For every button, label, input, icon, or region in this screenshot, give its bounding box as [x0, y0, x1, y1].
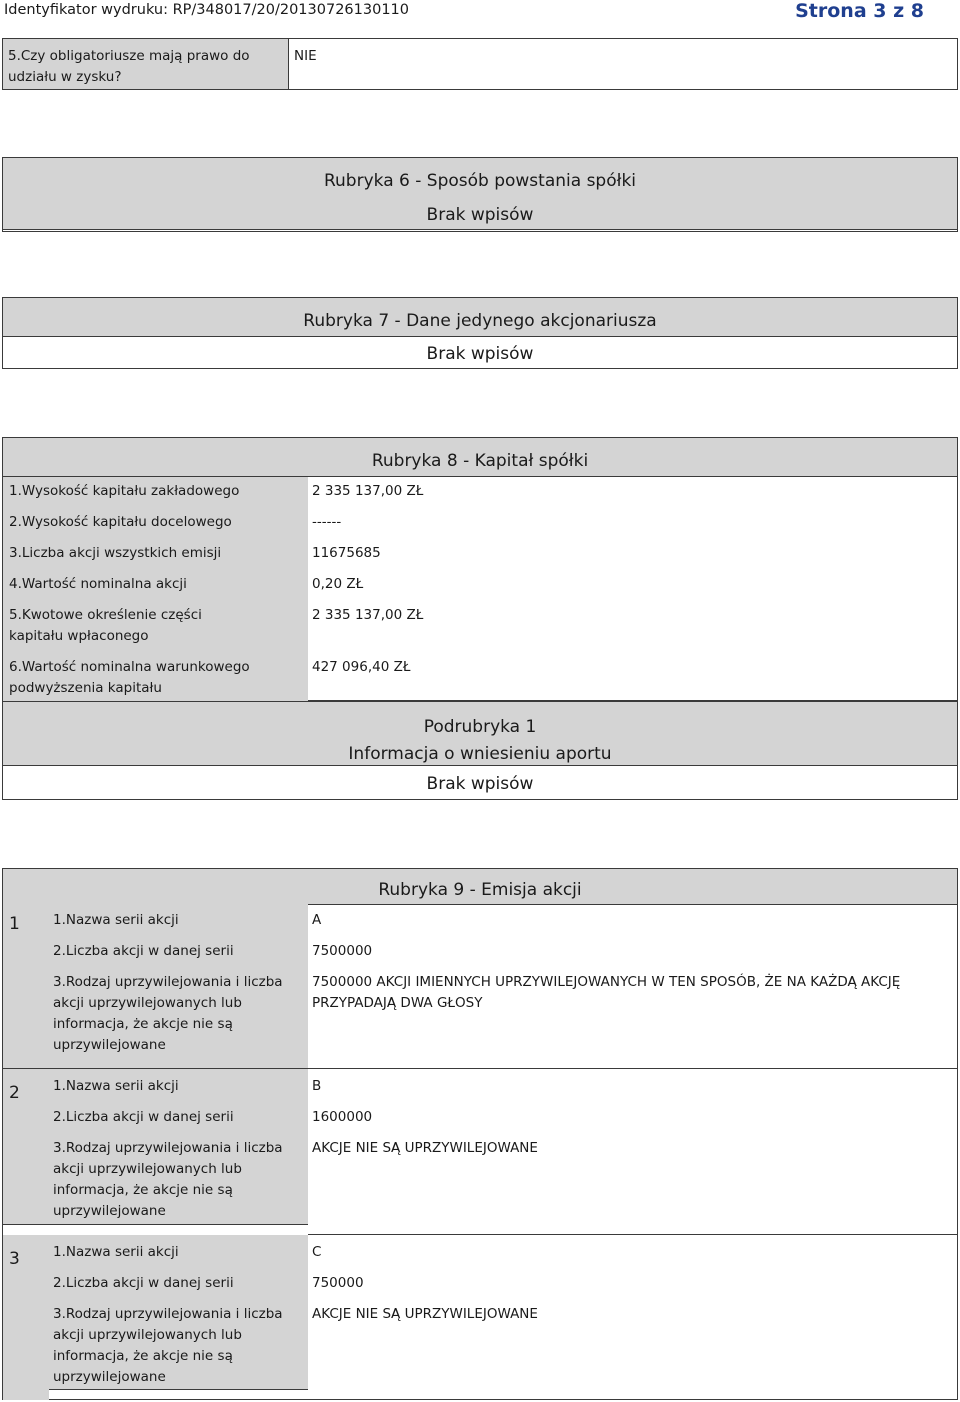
- section-7-title: Rubryka 7 - Dane jedynego akcjonariusza: [2, 297, 958, 337]
- capital-row-1-label: 1.Wysokość kapitału zakładowego: [9, 483, 240, 499]
- section-8-title: Rubryka 8 - Kapitał spółki: [2, 437, 958, 477]
- series-2-privilege: AKCJE NIE SĄ UPRZYWILEJOWANE: [312, 1140, 538, 1156]
- capital-row-4-value: 0,20 ZŁ: [312, 576, 364, 592]
- series-2-privilege-label: 3.Rodzaj uprzywilejowania i liczba akcji uprzywilejowanych lub informacja, że akcje nie są uprzywilejowane: [53, 1140, 283, 1219]
- series-3-name-label: 1.Nazwa serii akcji: [53, 1244, 179, 1260]
- series-2-name: B: [312, 1078, 322, 1094]
- series-2-number: 2: [9, 1083, 20, 1103]
- page-number: Strona 3 z 8: [795, 0, 924, 22]
- section-9-title: Rubryka 9 - Emisja akcji: [2, 868, 958, 905]
- series-1-count: 7500000: [312, 943, 373, 959]
- series-1-number-cell: [3, 904, 49, 1069]
- series-2-count-label: 2.Liczba akcji w danej serii: [53, 1109, 234, 1125]
- subsection-1-empty: Brak wpisów: [2, 765, 958, 800]
- series-2-divider: [308, 1234, 958, 1235]
- capital-row-6-value: 427 096,40 ZŁ: [312, 659, 411, 675]
- series-1-count-label: 2.Liczba akcji w danej serii: [53, 943, 234, 959]
- series-3-name: C: [312, 1244, 322, 1260]
- series-1-privilege: 7500000 AKCJI IMIENNYCH UPRZYWILEJOWANYCH W TEN SPOSÓB, ŻE NA KAŻDĄ AKCJĘ PRZYPADAJĄ DWA GŁOSY: [312, 974, 901, 1011]
- capital-row-3-value: 11675685: [312, 545, 381, 561]
- capital-row-2-value: ------: [312, 514, 342, 530]
- section-7-empty: Brak wpisów: [2, 336, 958, 369]
- capital-row-4-label: 4.Wartość nominalna akcji: [9, 576, 187, 592]
- capital-row-5-label: 5.Kwotowe określenie części kapitału wpłaconego: [9, 607, 202, 644]
- series-1-privilege-label: 3.Rodzaj uprzywilejowania i liczba akcji uprzywilejowanych lub informacja, że akcje nie są uprzywilejowane: [53, 974, 283, 1053]
- section-6-empty: Brak wpisów: [2, 199, 958, 232]
- series-1-name-label: 1.Nazwa serii akcji: [53, 912, 179, 928]
- series-2-count: 1600000: [312, 1109, 373, 1125]
- subsection-1-title: Podrubryka 1: [423, 717, 537, 737]
- capital-row-3-label: 3.Liczba akcji wszystkich emisji: [9, 545, 222, 561]
- capital-row-2-label: 2.Wysokość kapitału docelowego: [9, 514, 232, 530]
- section-6-title: Rubryka 6 - Sposób powstania spółki: [323, 171, 637, 191]
- series-2-number-cell: [3, 1069, 49, 1225]
- series-3-count: 750000: [312, 1275, 364, 1291]
- series-3-count-label: 2.Liczba akcji w danej serii: [53, 1275, 234, 1291]
- subsection-1-subtitle: Informacja o wniesieniu aportu: [348, 744, 612, 764]
- print-identifier: Identyfikator wydruku: RP/348017/20/20130726130110: [4, 2, 410, 18]
- profit-share-label: 5.Czy obligatoriusze mają prawo do udziału w zysku?: [2, 38, 289, 90]
- series-3-number: 3: [9, 1249, 20, 1269]
- subsection-1-header: [2, 701, 958, 766]
- series-3-number-cell: [3, 1235, 49, 1400]
- series-1-divider: [308, 1068, 958, 1069]
- series-3-privilege: AKCJE NIE SĄ UPRZYWILEJOWANE: [312, 1306, 538, 1322]
- profit-share-value: NIE: [288, 38, 958, 90]
- series-1-number: 1: [9, 914, 20, 934]
- series-3-privilege-label: 3.Rodzaj uprzywilejowania i liczba akcji uprzywilejowanych lub informacja, że akcje nie są uprzywilejowane: [53, 1306, 283, 1385]
- capital-row-5-value: 2 335 137,00 ZŁ: [312, 607, 424, 623]
- series-2-name-label: 1.Nazwa serii akcji: [53, 1078, 179, 1094]
- capital-row-6-label: 6.Wartość nominalna warunkowego podwyższenia kapitału: [9, 659, 250, 696]
- capital-row-1-value: 2 335 137,00 ZŁ: [312, 483, 424, 499]
- series-1-name: A: [312, 912, 322, 928]
